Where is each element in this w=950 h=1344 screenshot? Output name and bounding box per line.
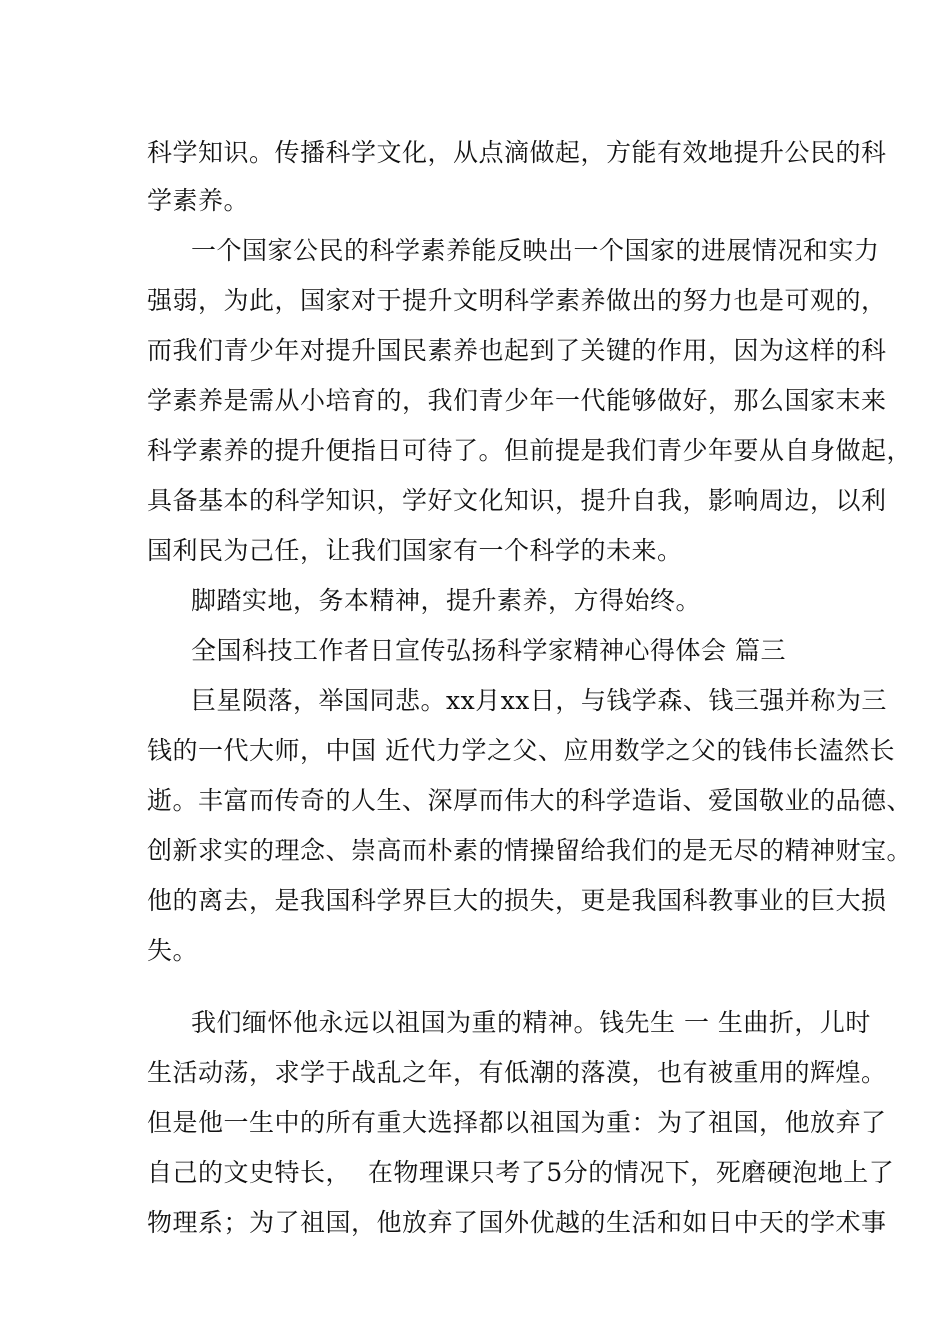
paragraph-start-line: 脚踏实地，务本精神，提升素养，方得始终。 — [191, 586, 702, 615]
text-line: 学素养。 — [147, 186, 250, 215]
text-line: 逝。丰富而传奇的人生、深厚而伟大的科学造诣、爱国敬业的品德、 — [147, 786, 913, 815]
text-line: 但是他一生中的所有重大选择都以祖国为重：为了祖国，他放弃了 — [147, 1108, 887, 1137]
text-line: 强弱，为此，国家对于提升文明科学素养做出的努力也是可观的， — [147, 286, 887, 315]
text-line: 物理系；为了祖国，他放弃了国外优越的生活和如日中天的学术事 — [147, 1208, 887, 1237]
text-line: 具备基本的科学知识，学好文化知识，提升自我，影响周边，以利 — [147, 486, 887, 515]
text-line: 科学素养的提升便指日可待了。但前提是我们青少年要从自身做起， — [147, 436, 913, 465]
paragraph-start-line: 一个国家公民的科学素养能反映出一个国家的进展情况和实力 — [191, 236, 880, 265]
text-line: 创新求实的理念、崇高而朴素的情操留给我们的是无尽的精神财宝。 — [147, 836, 913, 865]
text-line: 而我们青少年对提升国民素养也起到了关键的作用，因为这样的科 — [147, 336, 887, 365]
text-line: 失。 — [147, 936, 199, 965]
text-line: 钱的一代大师，中国 近代力学之父、应用数学之父的钱伟长溘然长 — [147, 736, 895, 765]
text-line: 生活动荡，求学于战乱之年，有低潮的落漠，也有被重用的辉煌。 — [147, 1058, 887, 1087]
text-line: 自己的文史特长， 在物理课只考了5分的情况下，死磨硬泡地上了 — [147, 1158, 895, 1187]
paragraph-start-line: 巨星陨落，举国同悲。xx月xx日，与钱学森、钱三强并称为三 — [191, 686, 887, 715]
text-line: 学素养是需从小培育的，我们青少年一代能够做好，那么国家末来 — [147, 386, 887, 415]
text-line: 科学知识。传播科学文化，从点滴做起，方能有效地提升公民的科 — [147, 138, 887, 167]
section-heading: 全国科技工作者日宣传弘扬科学家精神心得体会 篇三 — [191, 636, 786, 665]
text-line: 国利民为己任，让我们国家有一个科学的未来。 — [147, 536, 683, 565]
paragraph-start-line: 我们缅怀他永远以祖国为重的精神。钱先生 一 生曲折，儿时 — [191, 1008, 871, 1037]
text-line: 他的离去，是我国科学界巨大的损失，更是我国科教事业的巨大损 — [147, 886, 887, 915]
